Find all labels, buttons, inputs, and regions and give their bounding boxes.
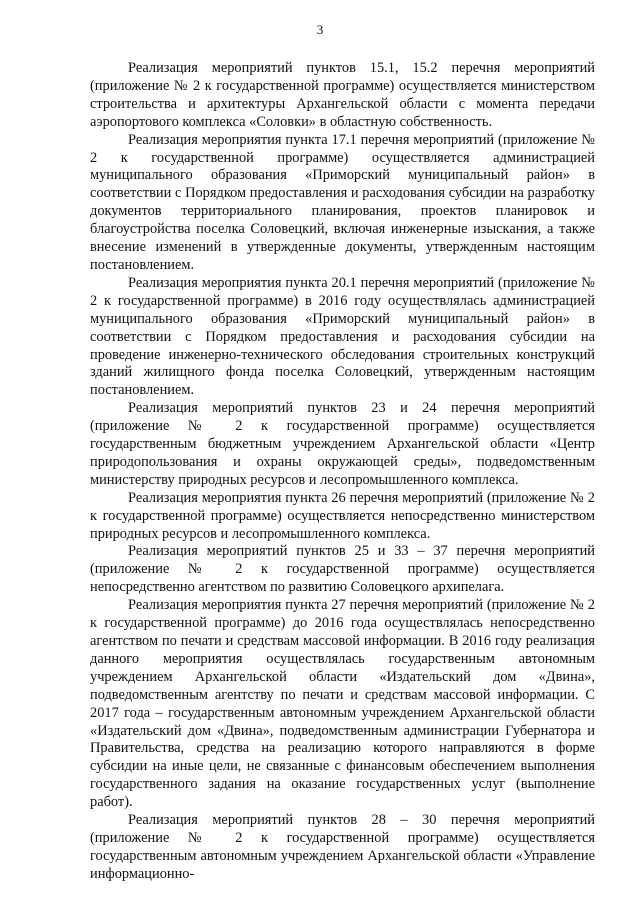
paragraph: Реализация мероприятий пунктов 23 и 24 перечня мероприятий (приложение № 2 к государственной программе) осуществляется государственным бюджетным учреждением Архангельской области «Центр природопользования и охраны окружающей среды», подведомственным министерству природных ресурсов и лесопромышленного комплекса. [90, 400, 595, 488]
paragraph: Реализация мероприятий пунктов 28 – 30 перечня мероприятий (приложение № 2 к государственной программе) осуществляется государственным автономным учреждением Архангельской области «Управление информационно- [90, 812, 595, 882]
page-number: 3 [316, 22, 324, 37]
paragraph: Реализация мероприятия пункта 20.1 перечня мероприятий (приложение № 2 к государственной программе) в 2016 году осуществлялась администрацией муниципального образования «Приморский муниципальный район» в соответствии с Порядком предоставления и расходования субсидии на проведение инженерно-технического обследования строительных конструкций зданий жилищного фонда поселка Соловецкий, утвержденным настоящим постановлением. [90, 274, 595, 399]
paragraph: Реализация мероприятий пунктов 25 и 33 – 37 перечня мероприятий (приложение № 2 к государственной программе) осуществляется непосредственно агентством по развитию Соловецкого архипелага. [90, 543, 595, 596]
paragraph: Реализация мероприятия пункта 26 перечня мероприятий (приложение № 2 к государственной программе) осуществляется непосредственно министерством природных ресурсов и лесопромышленного комплекса. [90, 489, 595, 542]
paragraph: Реализация мероприятий пунктов 15.1, 15.2 перечня мероприятий (приложение № 2 к государственной программе) осуществляется министерством строительства и архитектуры Архангельской области с момента передачи аэропортового комплекса «Соловки» в областную собственность. [90, 60, 595, 130]
paragraph: Реализация мероприятия пункта 17.1 перечня мероприятий (приложение № 2 к государственной программе) осуществляется администрацией муниципального образования «Приморский муниципальный район» в соответствии с Порядком предоставления и расходования субсидии на разработку документов территориального планирования, проектов планировок и благоустройства поселка Соловецкий, включая инженерные изыскания, а также внесение изменений в утвержденные документы, утвержденным настоящим постановлением. [90, 131, 595, 273]
document-body [90, 60, 595, 884]
paragraph: Реализация мероприятия пункта 27 перечня мероприятий (приложение № 2 к государственной программе) до 2016 года осуществлялась непосредственно агентством по печати и средствам массовой информации. В 2016 году реализация данного мероприятия осуществлялась государственным автономным учреждением Архангельской области «Издательский дом «Двина», подведомственным агентству по печати и средствам массовой информации. С 2017 года – государственным автономным учреждением Архангельской области «Издательский дом «Двина», подведомственным администрации Губернатора и Правительства, средства на реализацию которого направляются в форме субсидии на иные цели, не связанные с финансовым обеспечением выполнения государственного задания на оказание государственных услуг (выполнение работ). [90, 597, 595, 811]
